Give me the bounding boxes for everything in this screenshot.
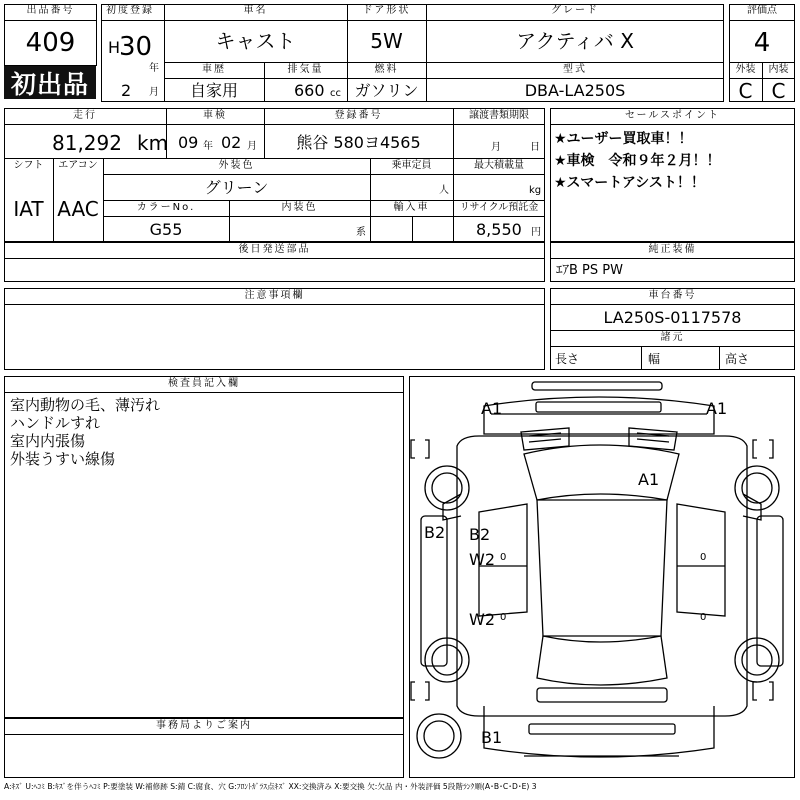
max-load-label: 最大積載量 [474, 160, 524, 171]
score: 4 [753, 28, 771, 58]
shift: IAT [13, 197, 44, 221]
damage-mark-door-rear: W2 [469, 610, 495, 629]
equipment-label: 純正装備 [648, 244, 697, 255]
zero-mark-4: 0 [700, 612, 707, 623]
mileage-label: 走行 [73, 110, 97, 121]
transfer-day-unit: 日 [530, 142, 540, 153]
exterior-grade: C [738, 79, 753, 103]
history-label: 車歴 [202, 64, 226, 75]
sales-point-line-3: ★スマートアシスト！！ [554, 175, 705, 191]
damage-mark-front-left: A1 [481, 399, 503, 418]
displacement-label: 排気量 [287, 64, 324, 75]
zero-mark-1: 0 [500, 552, 507, 563]
inspector-line-2: ハンドルすれ [10, 414, 101, 432]
registration-number: 熊谷 580ヨ4565 [296, 133, 421, 152]
history: 自家用 [189, 81, 238, 100]
inspection-year: 09 [178, 133, 199, 152]
month: 2 [121, 81, 132, 100]
lot-label: 出品番号 [26, 5, 75, 16]
era: H [108, 38, 121, 57]
interior-color-label: 内装色 [281, 202, 318, 213]
color-no: G55 [149, 220, 183, 239]
notes-label: 注意事項欄 [244, 290, 305, 301]
spec-height: 高さ [725, 352, 750, 366]
damage-mark-door-front: W2 [469, 550, 495, 569]
damage-mark-roof: A1 [638, 470, 660, 489]
zero-mark-3: 0 [500, 612, 507, 623]
chassis-number: LA250S-0117578 [603, 308, 742, 327]
inspector-line-3: 室内内張傷 [10, 432, 86, 450]
car-name-label: 車名 [243, 5, 268, 16]
damage-legend: A:ｷｽﾞ U:ﾍｺﾐ B:ｷｽﾞを伴うﾍｺﾐ P:要塗装 W:補修跡 S:錆 C:腐食、穴 G:ﾌﾛﾝﾄｶﾞﾗｽ点ｷｽﾞ XX:交換済み X:要交換 欠:欠品 内・外装評価 5段階ﾗﾝｸ順(A･B･C･D･E) 3 [4, 782, 537, 791]
recycle-fee-unit: 円 [531, 227, 541, 238]
transfer-month-unit: 月 [491, 142, 501, 153]
color-no-label: カラーNo. [136, 202, 196, 213]
sales-point-line-2: ★車検 令和９年２月！！ [554, 153, 721, 169]
car-diagram [409, 376, 795, 778]
equipment-value: ｴｱB PS PW [556, 263, 623, 278]
model-label: 型式 [563, 64, 587, 75]
score-label: 評価点 [747, 5, 777, 16]
aircon: AAC [57, 197, 99, 221]
later-parts-label: 後日発送部品 [238, 244, 311, 255]
recycle-fee: 8,550 [476, 220, 522, 239]
inspection-year-unit: 年 [203, 141, 213, 152]
month-unit: 月 [149, 87, 159, 98]
aircon-label: エアコン [58, 160, 98, 171]
sales-point-label: セールスポイント [624, 110, 721, 121]
capacity-label: 乗車定員 [391, 160, 432, 171]
displacement-unit: cc [330, 88, 341, 99]
shift-label: シフト [13, 160, 44, 171]
first-listing-badge: 初出品 [4, 66, 96, 99]
interior-color-unit: 系 [356, 227, 366, 238]
recycle-fee-label: リサイクル預託金 [459, 202, 539, 213]
damage-mark-front-right: A1 [706, 399, 728, 418]
year: 30 [119, 32, 153, 62]
zero-mark-2: 0 [700, 552, 707, 563]
model: DBA-LA250S [524, 81, 626, 100]
import-label: 輸入車 [393, 202, 430, 213]
transfer-deadline-label: 譲渡書類期限 [469, 110, 529, 121]
spec-width: 幅 [648, 352, 661, 366]
grade: アクティバ X [516, 29, 634, 53]
inspection-label: 車検 [203, 110, 227, 121]
inspection-month-unit: 月 [247, 141, 257, 152]
mileage: 81,292 [52, 131, 122, 155]
mileage-unit: km [137, 131, 169, 155]
inspector-line-1: 室内動物の毛、薄汚れ [10, 396, 161, 414]
inspector-line-4: 外装うすい線傷 [10, 450, 116, 468]
first-reg-label: 初度登録 [106, 5, 154, 16]
interior-grade-label: 内装 [768, 64, 789, 75]
interior-grade: C [771, 79, 786, 103]
capacity-unit: 人 [439, 185, 449, 196]
spec-length: 長さ [555, 352, 580, 366]
exterior-grade-label: 外装 [735, 64, 756, 75]
max-load-unit: kg [529, 185, 542, 196]
year-unit: 年 [149, 63, 159, 74]
registration-label: 登録番号 [334, 110, 383, 121]
door-label: ドア形状 [362, 5, 411, 16]
exterior-color-label: 外装色 [218, 160, 255, 171]
displacement: 660 [294, 81, 325, 100]
exterior-color: グリーン [204, 178, 269, 197]
inspection-month: 02 [221, 133, 242, 152]
specs-label: 諸元 [660, 332, 685, 343]
door: 5W [370, 29, 403, 53]
fuel: ガソリン [354, 81, 419, 100]
office-label: 事務局よりご案内 [156, 720, 252, 731]
damage-mark-rear-bumper: B1 [481, 728, 503, 747]
sales-point-line-1: ★ユーザー買取車！！ [554, 131, 693, 147]
damage-mark-left-panel: B2 [424, 523, 446, 542]
chassis-label: 車台番号 [648, 290, 697, 301]
fuel-label: 燃料 [374, 64, 399, 75]
car-name: キャスト [215, 29, 296, 53]
lot-number: 409 [25, 28, 76, 58]
damage-mark-left-door: B2 [469, 525, 491, 544]
inspector-label: 検査員記入欄 [168, 378, 240, 389]
grade-label: グレード [551, 5, 599, 16]
vehicle-info-frame [4, 108, 545, 242]
